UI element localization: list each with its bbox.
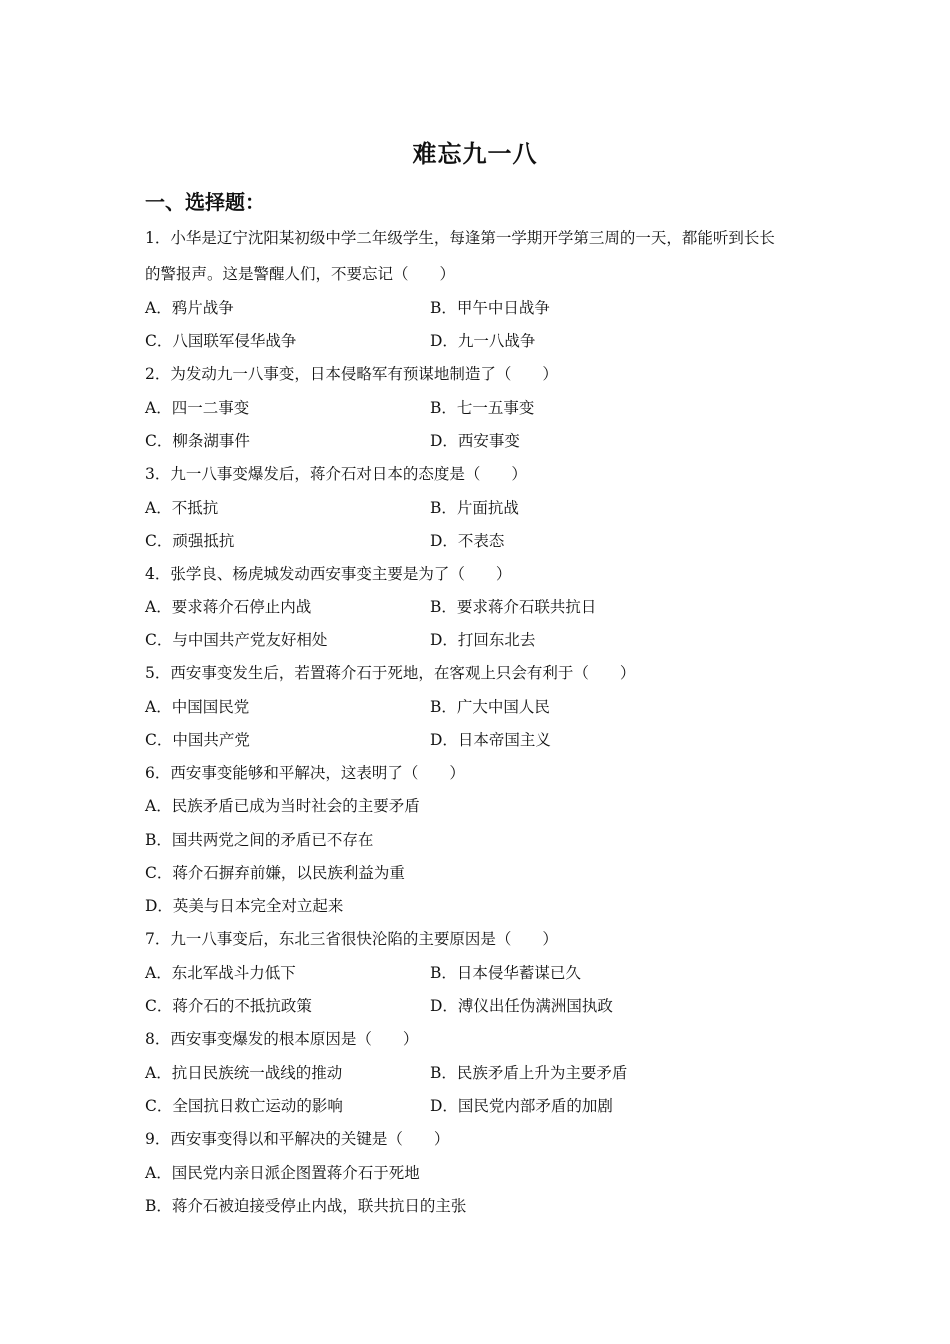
question-7-option-d: D．溥仪出任伪满洲国执政 [430,997,613,1015]
question-5-option-d: D．日本帝国主义 [430,731,551,749]
question-7-option-a: A．东北军战斗力低下 [145,964,296,982]
question-1-option-c: C．八国联军侵华战争 [145,332,297,350]
question-7-option-b: B．日本侵华蓄谋已久 [430,964,581,982]
question-3-option-d: D．不表态 [430,532,505,550]
question-8-stem: 8．西安事变爆发的根本原因是（ ） [145,1030,419,1048]
question-3-option-c: C．顽强抵抗 [145,532,235,550]
question-5-option-b: B．广大中国人民 [430,698,550,716]
question-2-option-c: C．柳条湖事件 [145,432,250,450]
question-6-option-d: D．英美与日本完全对立起来 [145,897,344,915]
question-1-stem-line2: 的警报声。这是警醒人们，不要忘记（ ） [145,265,456,283]
question-6-option-c: C．蒋介石摒弃前嫌，以民族利益为重 [145,864,405,882]
question-1-option-a: A．鸦片战争 [145,299,234,317]
question-3-stem: 3．九一八事变爆发后，蒋介石对日本的态度是（ ） [145,465,527,483]
question-4-option-a: A．要求蒋介石停止内战 [145,598,312,616]
page-title: 难忘九一八 [412,139,538,168]
question-1-option-b: B．甲午中日战争 [430,299,550,317]
section-heading: 一、选择题： [145,190,265,214]
question-4-option-d: D．打回东北去 [430,631,536,649]
question-7-option-c: C．蒋介石的不抵抗政策 [145,997,312,1015]
question-8-option-c: C．全国抗日救亡运动的影响 [145,1097,343,1115]
question-9-stem: 9．西安事变得以和平解决的关键是（ ） [145,1130,450,1148]
question-2-stem: 2．为发动九一八事变，日本侵略军有预谋地制造了（ ） [145,365,558,383]
question-6-option-a: A．民族矛盾已成为当时社会的主要矛盾 [145,797,420,815]
question-9-option-b: B．蒋介石被迫接受停止内战，联共抗日的主张 [145,1197,467,1215]
question-1-stem-line1: 1．小华是辽宁沈阳某初级中学二年级学生，每逢第一学期开学第三周的一天，都能听到长长 [145,229,775,247]
question-2-option-b: B．七一五事变 [430,399,535,417]
question-5-option-c: C．中国共产党 [145,731,250,749]
question-2-option-a: A．四一二事变 [145,399,250,417]
question-6-stem: 6．西安事变能够和平解决，这表明了（ ） [145,764,465,782]
question-5-option-a: A．中国国民党 [145,698,250,716]
question-4-option-b: B．要求蒋介石联共抗日 [430,598,597,616]
question-4-option-c: C．与中国共产党友好相处 [145,631,328,649]
question-8-option-a: A．抗日民族统一战线的推动 [145,1064,343,1082]
question-2-option-d: D．西安事变 [430,432,520,450]
question-3-option-a: A．不抵抗 [145,499,219,517]
question-4-stem: 4．张学良、杨虎城发动西安事变主要是为了（ ） [145,565,512,583]
question-7-stem: 7．九一八事变后，东北三省很快沦陷的主要原因是（ ） [145,930,558,948]
question-5-stem: 5．西安事变发生后，若置蒋介石于死地，在客观上只会有利于（ ） [145,664,636,682]
question-6-option-b: B．国共两党之间的矛盾已不存在 [145,831,374,849]
question-1-option-d: D．九一八战争 [430,332,536,350]
question-8-option-b: B．民族矛盾上升为主要矛盾 [430,1064,628,1082]
question-9-option-a: A．国民党内亲日派企图置蒋介石于死地 [145,1164,420,1182]
question-3-option-b: B．片面抗战 [430,499,519,517]
question-8-option-d: D．国民党内部矛盾的加剧 [430,1097,613,1115]
